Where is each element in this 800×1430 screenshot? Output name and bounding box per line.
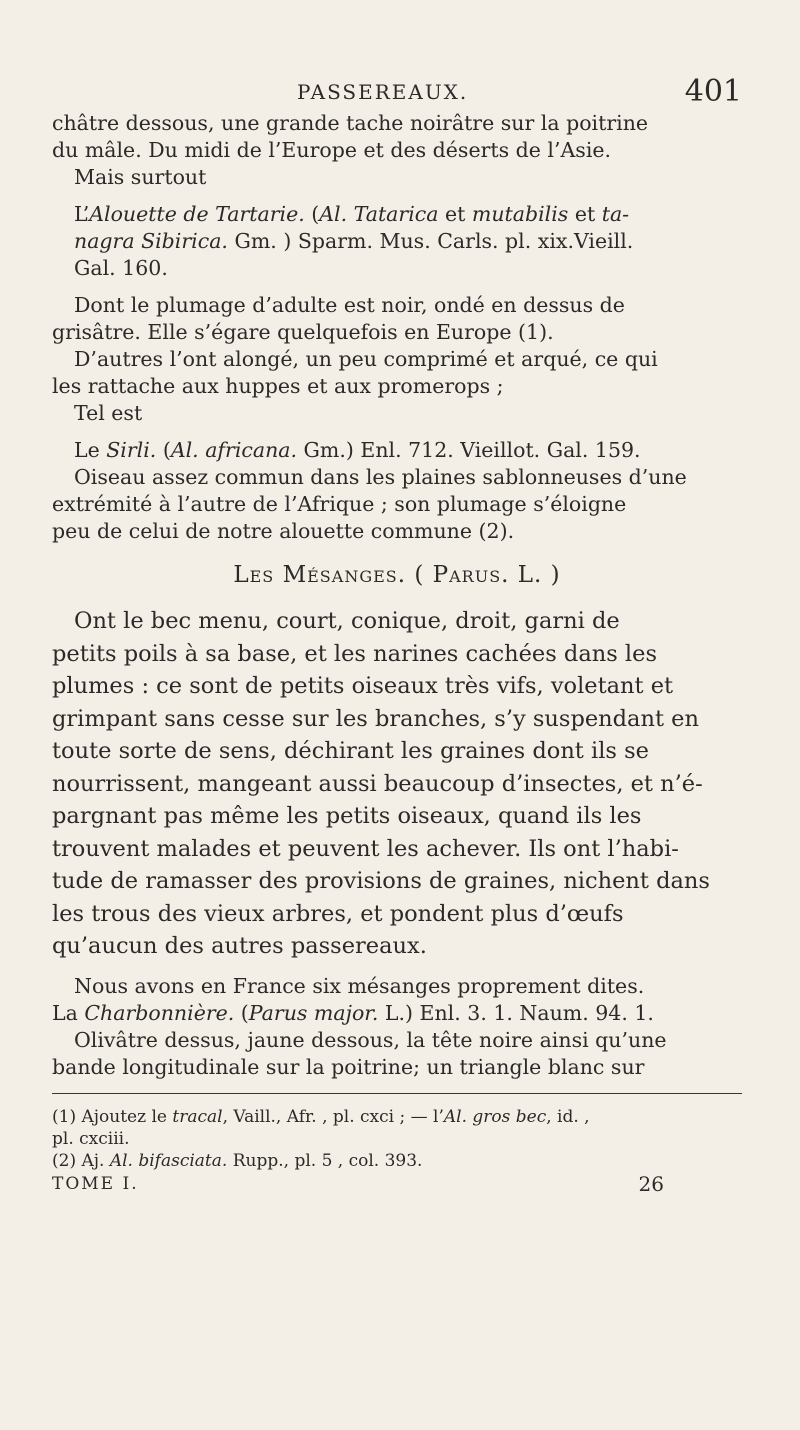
text-line — [52, 201, 742, 228]
page-number: 401 — [684, 74, 742, 109]
text-line — [52, 800, 742, 833]
text-line — [52, 930, 742, 963]
text-line — [52, 437, 742, 464]
mesanges-description — [52, 605, 742, 963]
text-run: extrémité à l’autre de l’Afrique ; son plumage s’éloigne — [52, 492, 627, 516]
footnote-line — [52, 1150, 742, 1172]
text-line — [52, 110, 742, 137]
italic-text: Al. africana. — [170, 438, 298, 462]
text-run: Olivâtre dessus, jaune dessous, la tête noire ainsi qu’une — [74, 1027, 667, 1052]
signature-mark: TOME I. — [52, 1173, 139, 1194]
running-head — [52, 74, 742, 114]
text-line — [52, 1054, 742, 1081]
text-line — [52, 518, 742, 545]
text-run: Mais surtout — [74, 165, 207, 189]
italic-text: Al. bifasciata. — [109, 1150, 228, 1171]
text-run: Dont le plumage d’adulte est noir, ondé en dessus de — [74, 293, 625, 317]
italic-text: Sirli. — [106, 438, 157, 462]
text-run: bande longitudinale sur la poitrine; un triangle blanc sur — [52, 1054, 645, 1079]
text-run: plumes : ce sont de petits oiseaux très vifs, voletant et — [52, 673, 674, 699]
text-line — [52, 319, 742, 346]
text-run: ( — [234, 1000, 249, 1025]
text-run: petits poils à sa base, et les narines cachées dans les — [52, 640, 657, 667]
text-line — [52, 638, 742, 671]
text-line — [52, 491, 742, 518]
text-run: toute sorte de sens, déchirant les graines dont ils se — [52, 738, 649, 764]
text-run: les rattache aux huppes et aux promerops ; — [52, 374, 504, 398]
text-run: , id. , — [546, 1106, 590, 1127]
italic-text: Parus major. — [248, 1000, 379, 1025]
text-line — [52, 292, 742, 319]
text-line — [52, 833, 742, 866]
italic-text: Al. Tatarica — [319, 202, 439, 226]
text-run: grimpant sans cesse sur les branches, s’y suspendant en — [52, 705, 699, 732]
text-run: ( — [304, 202, 320, 226]
running-title: PASSEREAUX. — [297, 80, 469, 104]
text-line — [52, 605, 742, 638]
text-run: Gm. ) Sparm. Mus. Carls. pl. xix.Vieill. — [227, 229, 634, 253]
italic-text: tracal — [172, 1106, 223, 1127]
text-line — [52, 1000, 742, 1027]
text-run: L.) Enl. 3. 1. Naum. 94. 1. — [378, 1000, 654, 1025]
footnotes — [52, 1106, 742, 1172]
text-run: Le — [74, 438, 107, 462]
text-run: Tel est — [74, 401, 143, 425]
text-line — [52, 255, 742, 282]
text-line — [52, 735, 742, 768]
spacer — [52, 427, 742, 437]
sheet-number: 26 — [638, 1171, 664, 1196]
text-run: trouvent malades et peuvent les achever. Ils ont l’habi- — [52, 835, 679, 862]
text-line — [52, 373, 742, 400]
text-run: châtre dessous, une grande tache noirâtre sur la poitrine — [52, 111, 649, 135]
text-run: nourrissent, mangeant aussi beaucoup d’insectes, et n’é- — [52, 770, 703, 797]
text-run: et — [438, 202, 472, 226]
text-run: grisâtre. Elle s’égare quelquefois en Europe (1). — [52, 320, 554, 344]
text-line — [52, 768, 742, 801]
text-run: L’ — [74, 202, 90, 226]
text-line — [52, 464, 742, 491]
text-run: pl. cxciii. — [52, 1128, 130, 1149]
text-run: Rupp., pl. 5 , col. 393. — [227, 1150, 423, 1171]
text-run: peu de celui de notre alouette commune (2). — [52, 519, 515, 543]
spacer — [52, 282, 742, 292]
text-run: (2) Aj. — [52, 1150, 110, 1171]
page-footer — [52, 1172, 742, 1196]
text-run: D’autres l’ont alongé, un peu comprimé et arqué, ce qui — [74, 347, 658, 371]
text-run: pargnant pas même les petits oiseaux, quand ils les — [52, 803, 642, 829]
text-run: Gm.) Enl. 712. Vieillot. Gal. 159. — [297, 438, 641, 462]
text-line — [52, 898, 742, 931]
text-run: les trous des vieux arbres, et pondent plus d’œufs — [52, 900, 624, 927]
text-line — [52, 164, 742, 191]
italic-text: Al. gros bec — [443, 1106, 547, 1127]
italic-text: nagra Sibirica. — [74, 229, 228, 253]
main-text — [52, 110, 742, 1081]
text-line — [52, 346, 742, 373]
text-line — [52, 1027, 742, 1054]
text-run: ( — [156, 438, 171, 462]
italic-text: mutabilis — [471, 202, 569, 226]
page-body — [52, 110, 742, 1196]
spacer — [52, 191, 742, 201]
text-run: et — [568, 202, 602, 226]
text-line — [52, 137, 742, 164]
text-run: Nous avons en France six mésanges proprement dites. — [74, 973, 645, 998]
text-run: Oiseau assez commun dans les plaines sablonneuses d’une — [74, 465, 687, 489]
text-run: du mâle. Du midi de l’Europe et des déserts de l’Asie. — [52, 138, 612, 162]
text-line — [52, 973, 742, 1000]
text-run: , Vaill., Afr. , pl. cxci ; — l’ — [222, 1106, 444, 1127]
text-run: qu’aucun des autres passereaux. — [52, 933, 427, 959]
text-line — [52, 703, 742, 736]
italic-text: Alouette de Tartarie. — [89, 202, 305, 226]
text-run: (1) Ajoutez le — [52, 1106, 173, 1127]
text-line — [52, 228, 742, 255]
text-line — [52, 400, 742, 427]
section-heading: Les Mésanges. ( Parus. L. ) — [233, 562, 561, 588]
footnote-rule — [52, 1093, 742, 1094]
footnote-line — [52, 1106, 742, 1128]
text-run: La — [52, 1000, 85, 1025]
italic-text: Charbonnière. — [84, 1000, 235, 1025]
text-run: Ont le bec menu, court, conique, droit, garni de — [74, 608, 620, 634]
text-line — [52, 670, 742, 703]
italic-text: ta- — [601, 202, 630, 226]
text-run: Gal. 160. — [74, 256, 168, 280]
spacer — [52, 963, 742, 973]
text-line — [52, 865, 742, 898]
text-run: tude de ramasser des provisions de graines, nichent dans — [52, 868, 710, 894]
footnote-line — [52, 1128, 742, 1150]
